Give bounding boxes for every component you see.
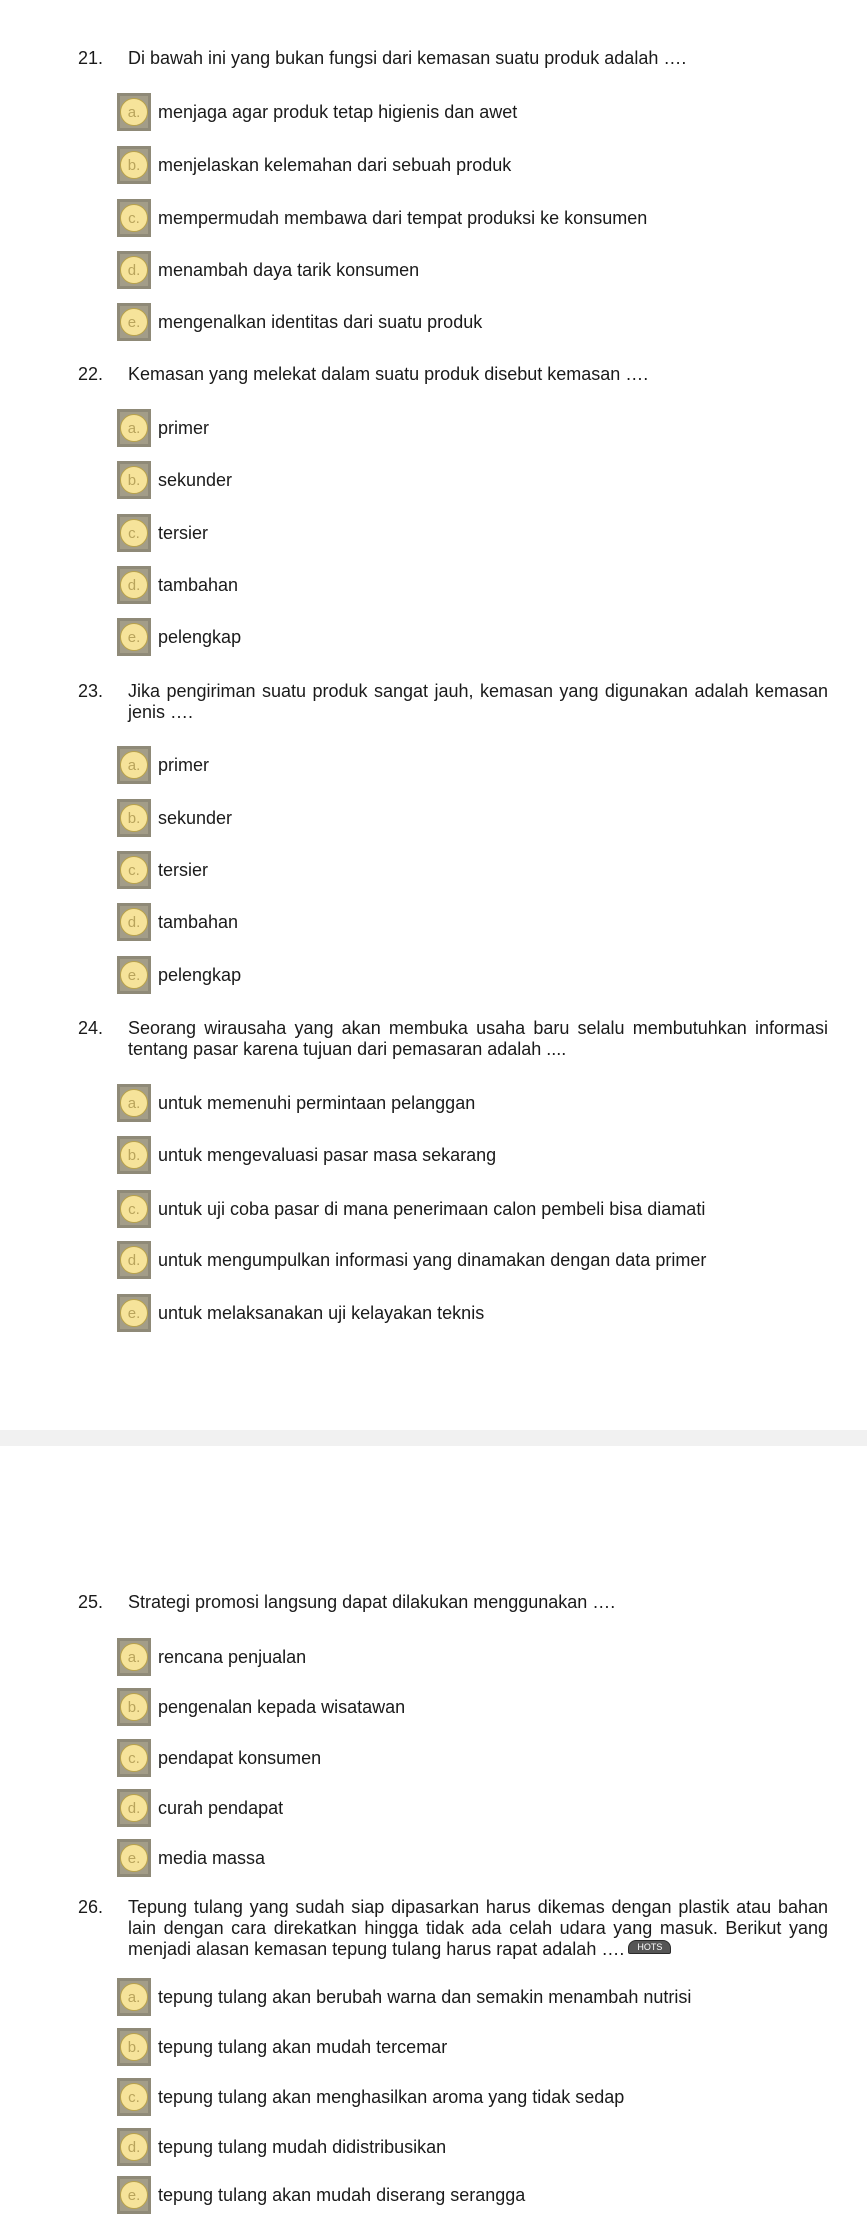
option-letter-badge: c. <box>117 1739 151 1777</box>
page-divider <box>0 1430 867 1446</box>
option-letter-badge: c. <box>117 2078 151 2116</box>
option-letter-badge: c. <box>117 851 151 889</box>
question-25 <box>78 1592 828 1613</box>
question-23 <box>78 681 828 723</box>
option-letter-badge: b. <box>117 1688 151 1726</box>
option-21e[interactable]: e. mengenalkan identitas dari suatu produk <box>117 300 482 344</box>
question-text: Strategi promosi langsung dapat dilakukan menggunakan …. <box>128 1592 616 1612</box>
option-23a[interactable]: a. primer <box>117 743 209 787</box>
option-letter-badge: d. <box>117 566 151 604</box>
option-24c[interactable]: c. untuk uji coba pasar di mana penerimaan calon pembeli bisa diamati <box>117 1187 705 1231</box>
option-21c[interactable]: c. mempermudah membawa dari tempat produksi ke konsumen <box>117 196 647 240</box>
option-23c[interactable]: c. tersier <box>117 848 208 892</box>
option-23e[interactable]: e. pelengkap <box>117 953 241 997</box>
question-text: Jika pengiriman suatu produk sangat jauh, kemasan yang digunakan adalah kemasan jenis …. <box>128 681 828 722</box>
option-letter-badge: c. <box>117 1190 151 1228</box>
option-26c[interactable]: c. tepung tulang akan menghasilkan aroma yang tidak sedap <box>117 2075 624 2119</box>
option-25b[interactable]: b. pengenalan kepada wisatawan <box>117 1685 405 1729</box>
option-letter-badge: e. <box>117 956 151 994</box>
option-23b[interactable]: b. sekunder <box>117 796 232 840</box>
option-letter-badge: c. <box>117 514 151 552</box>
option-25a[interactable]: a. rencana penjualan <box>117 1635 306 1679</box>
option-26e[interactable]: e. tepung tulang akan mudah diserang serangga <box>117 2173 525 2217</box>
question-text: Tepung tulang yang sudah siap dipasarkan harus dikemas dengan plastik atau bahan lain dengan cara direkatkan hingga tidak ada celah udara yang masuk. Berikut yang menjadi alasan kemasan tepung tulang harus rapat adalah …. HOTS <box>128 1897 828 1959</box>
question-number: 25. <box>78 1592 104 1612</box>
option-letter-badge: d. <box>117 1241 151 1279</box>
option-25d[interactable]: d. curah pendapat <box>117 1786 283 1830</box>
question-number: 21. <box>78 48 104 68</box>
question-22 <box>78 364 828 385</box>
question-text: Di bawah ini yang bukan fungsi dari kemasan suatu produk adalah …. <box>128 48 687 68</box>
option-21d[interactable]: d. menambah daya tarik konsumen <box>117 248 419 292</box>
question-21 <box>78 48 828 69</box>
question-24 <box>78 1018 828 1060</box>
option-26b[interactable]: b. tepung tulang akan mudah tercemar <box>117 2025 447 2069</box>
option-23d[interactable]: d. tambahan <box>117 900 238 944</box>
option-24e[interactable]: e. untuk melaksanakan uji kelayakan teknis <box>117 1291 484 1335</box>
option-letter-badge: e. <box>117 1839 151 1877</box>
option-letter-badge: b. <box>117 799 151 837</box>
option-letter-badge: a. <box>117 1978 151 2016</box>
option-letter-badge: c. <box>117 199 151 237</box>
option-22b[interactable]: b. sekunder <box>117 458 232 502</box>
option-letter-badge: d. <box>117 903 151 941</box>
question-text: Kemasan yang melekat dalam suatu produk disebut kemasan …. <box>128 364 649 384</box>
question-text: Seorang wirausaha yang akan membuka usaha baru selalu membutuhkan informasi tentang pasar karena tujuan dari pemasaran adalah .... <box>128 1018 828 1059</box>
question-number: 22. <box>78 364 104 384</box>
option-24a[interactable]: a. untuk memenuhi permintaan pelanggan <box>117 1081 475 1125</box>
option-letter-badge: b. <box>117 146 151 184</box>
option-22a[interactable]: a. primer <box>117 406 209 450</box>
option-22c[interactable]: c. tersier <box>117 511 208 555</box>
option-letter-badge: a. <box>117 1084 151 1122</box>
question-number: 23. <box>78 681 104 701</box>
option-letter-badge: d. <box>117 1789 151 1827</box>
option-letter-badge: b. <box>117 1136 151 1174</box>
option-letter-badge: e. <box>117 2176 151 2214</box>
option-25e[interactable]: e. media massa <box>117 1836 265 1880</box>
option-21a[interactable]: a. menjaga agar produk tetap higienis dan awet <box>117 90 517 134</box>
question-26 <box>78 1897 828 1960</box>
hots-badge: HOTS <box>628 1940 671 1954</box>
option-26a[interactable]: a. tepung tulang akan berubah warna dan semakin menambah nutrisi <box>117 1975 691 2019</box>
page-2 <box>0 1446 867 2217</box>
option-22d[interactable]: d. tambahan <box>117 563 238 607</box>
option-24d[interactable]: d. untuk mengumpulkan informasi yang dinamakan dengan data primer <box>117 1238 706 1282</box>
option-letter-badge: a. <box>117 746 151 784</box>
option-25c[interactable]: c. pendapat konsumen <box>117 1736 321 1780</box>
option-26d[interactable]: d. tepung tulang mudah didistribusikan <box>117 2125 446 2169</box>
option-letter-badge: d. <box>117 251 151 289</box>
option-letter-badge: a. <box>117 93 151 131</box>
question-number: 24. <box>78 1018 104 1038</box>
option-22e[interactable]: e. pelengkap <box>117 615 241 659</box>
option-letter-badge: e. <box>117 1294 151 1332</box>
option-letter-badge: a. <box>117 409 151 447</box>
option-letter-badge: a. <box>117 1638 151 1676</box>
option-letter-badge: b. <box>117 2028 151 2066</box>
option-24b[interactable]: b. untuk mengevaluasi pasar masa sekarang <box>117 1133 496 1177</box>
option-21b[interactable]: b. menjelaskan kelemahan dari sebuah produk <box>117 143 511 187</box>
option-letter-badge: d. <box>117 2128 151 2166</box>
option-letter-badge: e. <box>117 618 151 656</box>
question-number: 26. <box>78 1897 104 1917</box>
option-letter-badge: b. <box>117 461 151 499</box>
option-letter-badge: e. <box>117 303 151 341</box>
